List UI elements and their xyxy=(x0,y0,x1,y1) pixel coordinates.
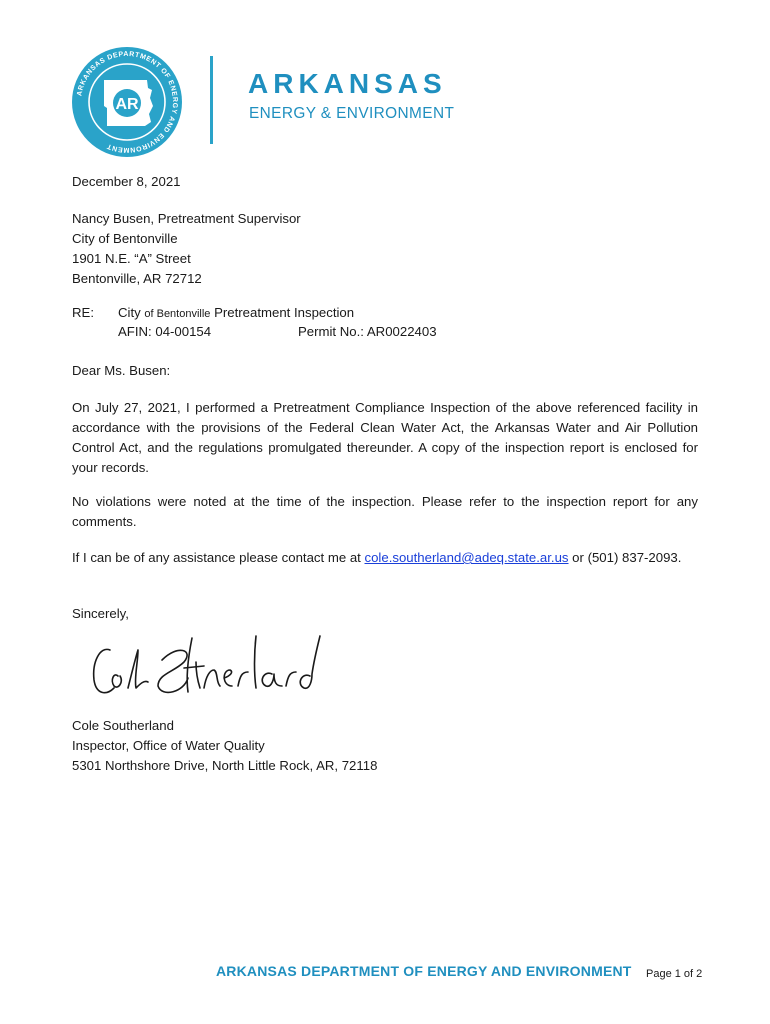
re-subject-part: of Bentonville xyxy=(144,308,211,320)
svg-text:ARKANSAS DEPARTMENT OF ENERGY: ARKANSAS DEPARTMENT OF ENERGY AND ENVIRONMENT xyxy=(76,50,179,154)
letterhead-divider xyxy=(210,56,213,144)
svg-text:AR: AR xyxy=(115,96,139,113)
brand-title: ARKANSAS xyxy=(248,68,447,99)
contact-text: or (501) 837-2093. xyxy=(568,550,682,565)
signer-block xyxy=(72,716,377,776)
signer-address: 5301 Northshore Drive, North Little Rock, AR, 72118 xyxy=(72,758,378,773)
re-label: RE: xyxy=(72,305,94,320)
email-link[interactable]: cole.southerland@adeq.state.ar.us xyxy=(364,550,569,565)
re-subject xyxy=(118,303,354,324)
re-subject-part: Pretreatment Inspection xyxy=(210,305,355,320)
recipient-line: Nancy Busen, Pretreatment Supervisor xyxy=(72,211,301,226)
page-number: Page 1 of 2 xyxy=(646,968,703,980)
re-afin: AFIN: 04-00154 xyxy=(118,324,212,339)
footer-org-name: ARKANSAS DEPARTMENT OF ENERGY AND ENVIRONMENT xyxy=(216,963,632,979)
recipient-block xyxy=(72,209,301,289)
recipient-line: City of Bentonville xyxy=(72,231,178,246)
re-permit: Permit No.: AR0022403 xyxy=(298,324,437,339)
letter-date: December 8, 2021 xyxy=(72,174,181,189)
contact-paragraph xyxy=(72,548,698,568)
salutation: Dear Ms. Busen: xyxy=(72,363,171,378)
signer-title: Inspector, Office of Water Quality xyxy=(72,738,265,753)
recipient-line: Bentonville, AR 72712 xyxy=(72,271,202,286)
department-seal-logo xyxy=(71,46,183,158)
body-paragraph: On July 27, 2021, I performed a Pretreatment Compliance Inspection of the above referenced facility in accordance with the provisions of the Federal Clean Water Act, the Arkansas Water and Air Pollution Control Act, and the regulations promulgated thereunder. A copy of the inspection report is enclosed for your records. xyxy=(72,400,698,475)
recipient-line: 1901 N.E. “A” Street xyxy=(72,251,191,266)
handwritten-signature xyxy=(88,632,328,704)
signer-name: Cole Southerland xyxy=(72,718,174,733)
contact-text: If I can be of any assistance please contact me at xyxy=(72,550,365,565)
re-subject-part: City xyxy=(118,305,145,320)
brand-subtitle: ENERGY & ENVIRONMENT xyxy=(249,105,455,122)
closing: Sincerely, xyxy=(72,606,129,621)
body-paragraph: No violations were noted at the time of the inspection. Please refer to the inspection report for any comments. xyxy=(72,494,698,529)
